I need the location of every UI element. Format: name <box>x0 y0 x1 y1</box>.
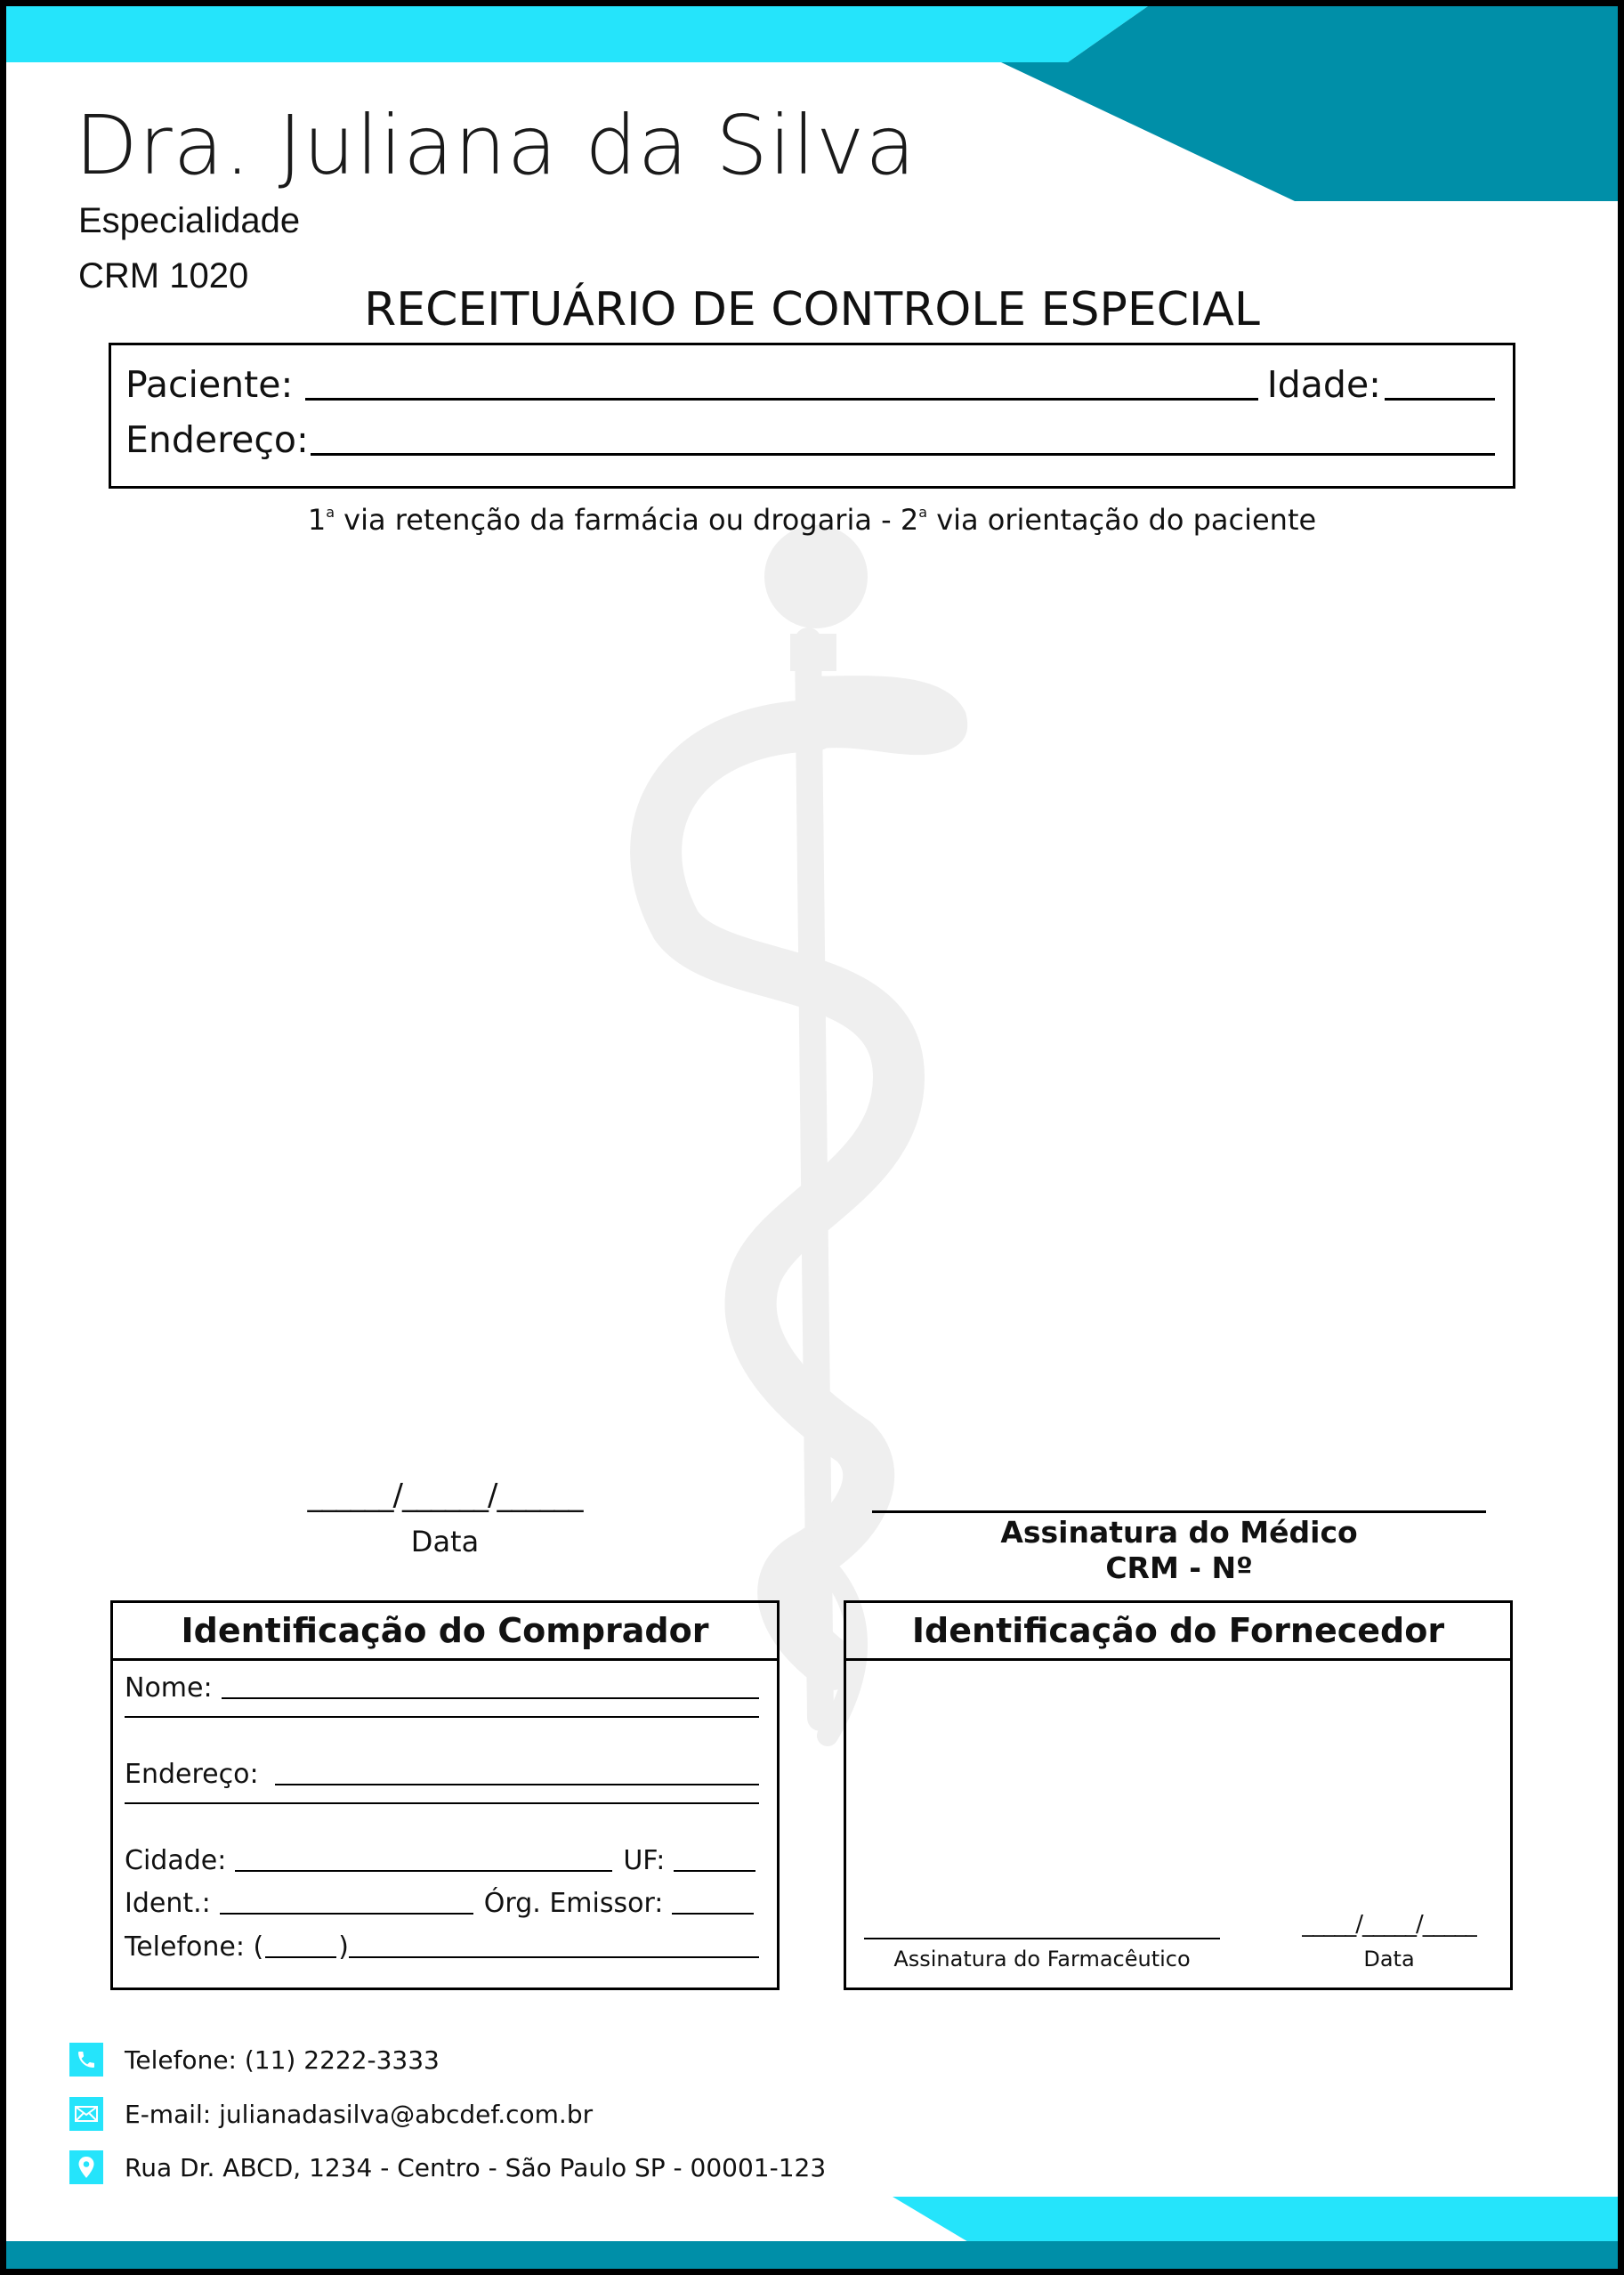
buyer-issuer-field[interactable] <box>672 1912 754 1915</box>
via-note-second-text: via orientação do paciente <box>927 503 1317 537</box>
patient-name-field[interactable] <box>305 397 1257 401</box>
buyer-name-field-continued[interactable] <box>125 1715 759 1718</box>
buyer-phone-row <box>125 1931 759 1963</box>
via-note-first-number: 1 <box>307 503 327 537</box>
contact-phone <box>69 2043 440 2077</box>
patient-box <box>109 343 1515 489</box>
page-title: RECEITUÁRIO DE CONTROLE ESPECIAL <box>364 283 1260 336</box>
address-row <box>125 418 1495 461</box>
buyer-name-row-2 <box>125 1715 759 1722</box>
contact-phone-text: Telefone: (11) 2222-3333 <box>125 2044 440 2075</box>
age-field[interactable] <box>1385 397 1495 401</box>
buyer-name-row <box>125 1672 759 1704</box>
envelope-icon <box>69 2097 103 2131</box>
buyer-uf-field[interactable] <box>674 1869 755 1872</box>
pharmacist-signature-label: Assinatura do Farmacêutico <box>893 1947 1191 1971</box>
contact-email <box>69 2097 593 2131</box>
doctor-specialty: Especialidade <box>78 201 301 240</box>
doctor-signature-label: Assinatura do Médico <box>1000 1515 1358 1550</box>
contact-address-text: Rua Dr. ABCD, 1234 - Centro - São Paulo SP - 00001-123 <box>125 2152 827 2182</box>
buyer-phone-area-code-field[interactable] <box>265 1955 336 1958</box>
supplier-title: Identificação do Fornecedor <box>846 1603 1510 1661</box>
buyer-city-field[interactable] <box>235 1869 612 1872</box>
location-pin-icon <box>69 2150 103 2184</box>
doctor-name: Dra. Juliana da Silva <box>75 98 917 193</box>
buyer-city-row <box>125 1845 759 1876</box>
buyer-address-row-2 <box>125 1801 759 1809</box>
address-field[interactable] <box>311 452 1495 456</box>
buyer-id-field[interactable] <box>220 1912 473 1915</box>
buyer-address-field[interactable] <box>275 1783 759 1785</box>
contact-address <box>69 2150 826 2184</box>
buyer-phone-field[interactable] <box>349 1955 759 1958</box>
address-label: Endereço: <box>125 418 309 461</box>
pharmacist-signature-line[interactable] <box>864 1938 1220 1939</box>
via-note-second-number: 2 <box>900 503 919 537</box>
via-note-first-text: via retenção da farmácia ou drogaria - <box>335 503 901 537</box>
supplier-box <box>844 1600 1513 1990</box>
buyer-box <box>110 1600 780 1990</box>
via-note <box>0 503 1624 537</box>
date-blank[interactable]: ______/______/______ <box>307 1478 583 1513</box>
supplier-date-blank[interactable]: _____/_____/_____ <box>1302 1911 1476 1938</box>
age-label: Idade: <box>1266 363 1381 406</box>
buyer-title: Identificação do Comprador <box>113 1603 777 1661</box>
patient-row <box>125 363 1495 406</box>
buyer-city-label: Cidade: <box>125 1845 227 1876</box>
buyer-name-label: Nome: <box>125 1672 213 1704</box>
contact-email-text: E-mail: julianadasilva@abcdef.com.br <box>125 2099 594 2129</box>
buyer-phone-close: ) <box>338 1931 349 1963</box>
buyer-id-label: Ident.: <box>125 1888 211 1919</box>
doctor-crm: CRM 1020 <box>78 256 249 296</box>
supplier-date-label: Data <box>1363 1947 1415 1971</box>
buyer-address-field-continued[interactable] <box>125 1801 759 1804</box>
buyer-address-row <box>125 1759 759 1790</box>
phone-icon <box>69 2043 103 2077</box>
patient-label: Paciente: <box>125 363 294 406</box>
doctor-signature-line[interactable] <box>872 1510 1486 1513</box>
buyer-issuer-label: Órg. Emissor: <box>483 1888 664 1919</box>
buyer-address-label: Endereço: <box>125 1759 259 1790</box>
via-note-first-ordinal: a <box>326 504 335 521</box>
date-label: Data <box>410 1525 480 1558</box>
buyer-uf-label: UF: <box>623 1845 666 1876</box>
buyer-id-row <box>125 1888 759 1919</box>
buyer-phone-label: Telefone: ( <box>125 1931 264 1963</box>
buyer-name-field[interactable] <box>222 1696 759 1699</box>
via-note-second-ordinal: a <box>918 504 928 521</box>
doctor-crm-number-label: CRM - Nº <box>1105 1550 1253 1585</box>
